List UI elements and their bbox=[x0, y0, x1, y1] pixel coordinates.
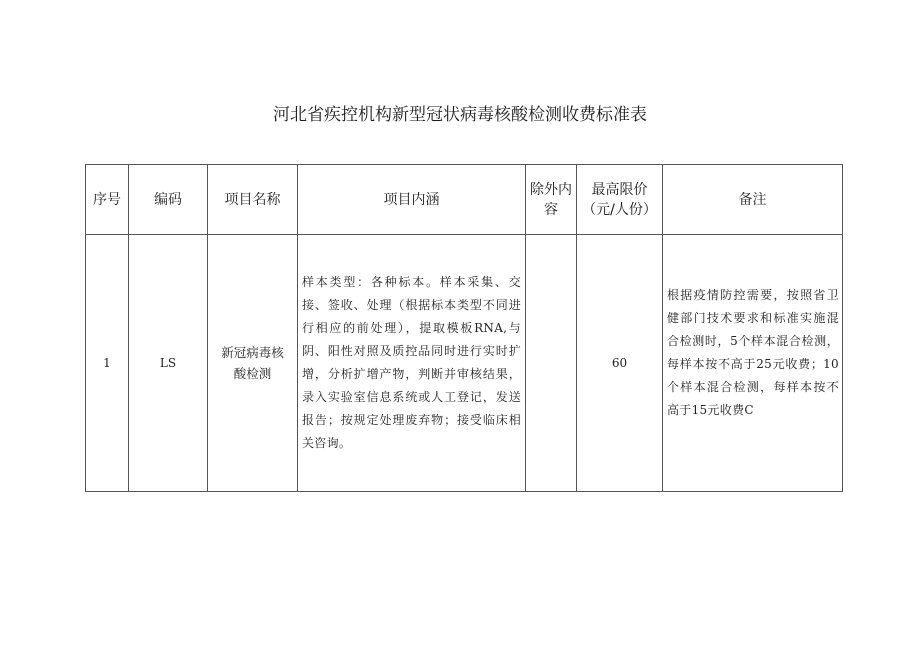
header-content: 项目内涵 bbox=[298, 165, 526, 235]
document-title: 河北省疾控机构新型冠状病毒核酸检测收费标准表 bbox=[273, 105, 647, 125]
cell-name bbox=[208, 235, 298, 492]
header-exclusions bbox=[526, 165, 577, 235]
cell-content-text: 样本类型：各种标本。样本采集、交接、签收、处理（根据标本类型不同进行相应的前处理），提取模板RNA,与阴、阳性对照及质控品同时进行实时扩增，分析扩增产物，判断并审核结果，录入实验室信息系统或人工登记，发送报告；按规定处理废弃物；接受临床相关咨询。 bbox=[302, 275, 521, 450]
cell-code: LS bbox=[129, 235, 208, 492]
table-row bbox=[86, 235, 843, 492]
cell-index: 1 bbox=[86, 235, 129, 492]
header-remark: 备注 bbox=[663, 165, 843, 235]
header-index: 序号 bbox=[86, 165, 129, 235]
cell-name-text: 新冠病毒核酸检测 bbox=[221, 345, 284, 381]
header-max-price-line1: 最高限价 bbox=[591, 181, 648, 198]
header-code: 编码 bbox=[129, 165, 208, 235]
header-exclusions-label: 除外内容 bbox=[530, 181, 572, 218]
cell-remark-text: 根据疫情防控需要，按照省卫健部门技术要求和标准实施混合检测时，5个样本混合检测，每样本按不高于25元收费；10个样本混合检测，每样本按不高于15元收费C bbox=[667, 288, 839, 417]
header-name: 项目名称 bbox=[208, 165, 298, 235]
header-max-price-line2: （元/人份） bbox=[582, 201, 657, 218]
table-header-row bbox=[86, 165, 843, 235]
cell-exclusions bbox=[526, 235, 577, 492]
cell-remark bbox=[663, 235, 843, 492]
table-header bbox=[86, 165, 843, 235]
cell-content bbox=[298, 235, 526, 492]
header-max-price bbox=[577, 165, 663, 235]
cell-max-price: 60 bbox=[577, 235, 663, 492]
fee-standard-table bbox=[85, 164, 843, 492]
table-body bbox=[86, 235, 843, 492]
